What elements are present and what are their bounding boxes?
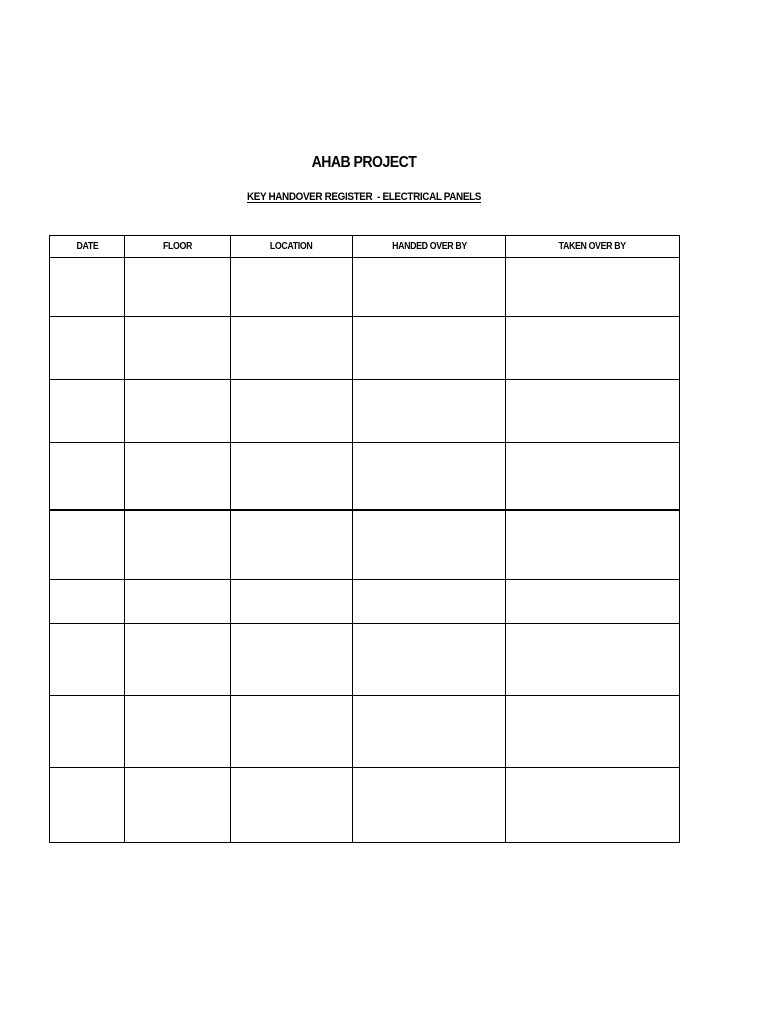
location-cell <box>231 258 353 317</box>
date-cell <box>50 317 125 380</box>
floor-cell <box>125 696 231 768</box>
taken-over-by-cell <box>506 510 680 580</box>
taken-over-by-cell <box>506 580 680 624</box>
taken-over-by-cell <box>506 258 680 317</box>
taken-over-by-cell <box>506 317 680 380</box>
table-row <box>50 624 680 696</box>
floor-cell <box>125 380 231 443</box>
taken-over-by-cell <box>506 624 680 696</box>
floor-cell <box>125 317 231 380</box>
handed-over-by-cell <box>353 443 506 510</box>
table-row <box>50 768 680 843</box>
column-header-location: LOCATION <box>231 236 353 258</box>
floor-cell <box>125 443 231 510</box>
location-cell <box>231 380 353 443</box>
handed-over-by-cell <box>353 696 506 768</box>
table-row <box>50 696 680 768</box>
table-header-row <box>50 236 680 258</box>
location-cell <box>231 317 353 380</box>
table-row <box>50 380 680 443</box>
floor-cell <box>125 624 231 696</box>
handed-over-by-cell <box>353 580 506 624</box>
handed-over-by-cell <box>353 510 506 580</box>
key-handover-register-table <box>49 235 680 843</box>
date-cell <box>50 768 125 843</box>
handed-over-by-cell <box>353 258 506 317</box>
column-header-date: DATE <box>50 236 125 258</box>
date-cell <box>50 696 125 768</box>
handed-over-by-cell <box>353 317 506 380</box>
handed-over-by-cell <box>353 624 506 696</box>
location-cell <box>231 696 353 768</box>
floor-cell <box>125 258 231 317</box>
handed-over-by-cell <box>353 380 506 443</box>
date-cell <box>50 380 125 443</box>
floor-cell <box>125 768 231 843</box>
taken-over-by-cell <box>506 696 680 768</box>
table-row <box>50 443 680 510</box>
column-header-taken-over-by: TAKEN OVER BY <box>506 236 680 258</box>
table-row <box>50 510 680 580</box>
floor-cell <box>125 510 231 580</box>
handed-over-by-cell <box>353 768 506 843</box>
floor-cell <box>125 580 231 624</box>
location-cell <box>231 580 353 624</box>
table-row <box>50 580 680 624</box>
table-row <box>50 317 680 380</box>
taken-over-by-cell <box>506 380 680 443</box>
date-cell <box>50 580 125 624</box>
location-cell <box>231 624 353 696</box>
date-cell <box>50 510 125 580</box>
date-cell <box>50 258 125 317</box>
column-header-handed-over-by: HANDED OVER BY <box>353 236 506 258</box>
taken-over-by-cell <box>506 768 680 843</box>
date-cell <box>50 443 125 510</box>
document-subtitle: KEY HANDOVER REGISTER - ELECTRICAL PANELS <box>246 191 482 203</box>
location-cell <box>231 510 353 580</box>
location-cell <box>231 443 353 510</box>
taken-over-by-cell <box>506 443 680 510</box>
date-cell <box>50 624 125 696</box>
document-title: AHAB PROJECT <box>311 154 417 171</box>
table-row <box>50 258 680 317</box>
location-cell <box>231 768 353 843</box>
column-header-floor: FLOOR <box>125 236 231 258</box>
